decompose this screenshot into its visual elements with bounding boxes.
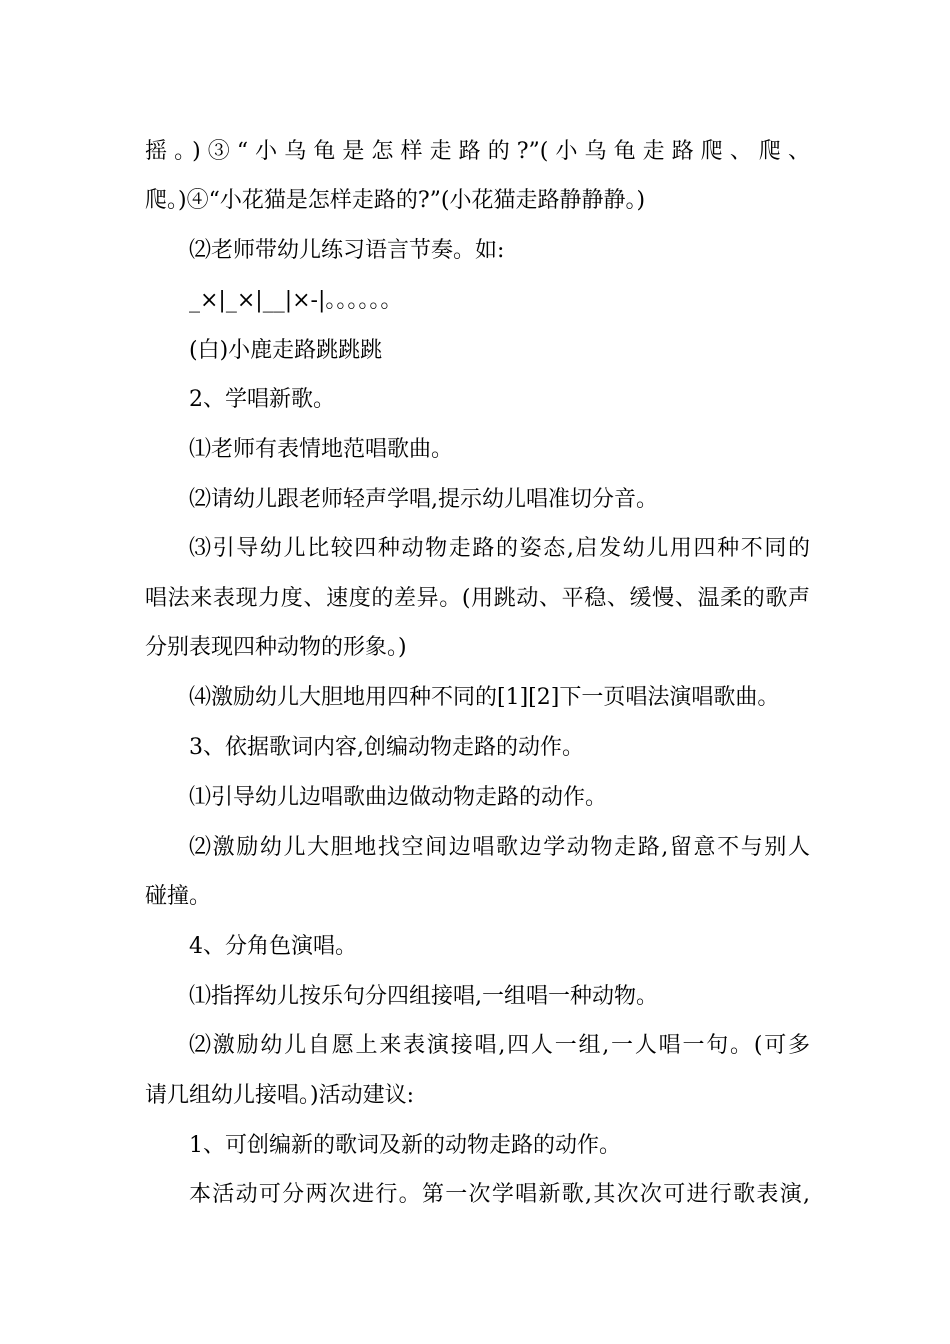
- text-line-12: ⑷激励幼儿大胆地用四种不同的[1][2]下一页唱法演唱歌曲。: [189, 685, 780, 710]
- text-line-7: ⑴老师有表情地范唱歌曲。: [189, 437, 454, 462]
- text-line-14: ⑴引导幼儿边唱歌曲边做动物走路的动作。: [189, 785, 608, 810]
- text-line-2: 爬。)④“小花猫是怎样走路的?”(小花猫走路静静静。): [145, 188, 646, 213]
- text-line-18: ⑴指挥幼儿按乐句分四组接唱,一组唱一种动物。: [189, 984, 658, 1009]
- section-heading-4: 4、分角色演唱。: [189, 934, 357, 959]
- text-line-21: 1、可创编新的歌词及新的动物走路的动作。: [189, 1133, 621, 1158]
- text-line-8: ⑵请幼儿跟老师轻声学唱,提示幼儿唱准切分音。: [189, 487, 658, 512]
- text-line-9: ⑶引导幼儿比较四种动物走路的姿态,启发幼儿用四种不同的: [189, 536, 810, 561]
- text-line-1: 摇。)③“小乌龟是怎样走路的?”(小乌龟走路爬、爬、: [145, 139, 810, 164]
- text-line-20: 请几组幼儿接唱。)活动建议:: [145, 1083, 414, 1108]
- text-line-11: 分别表现四种动物的形象。): [145, 635, 407, 660]
- text-line-22: 本活动可分两次进行。第一次学唱新歌,其次次可进行歌表演,: [189, 1182, 810, 1207]
- text-line-3: ⑵老师带幼儿练习语言节奏。如:: [189, 238, 505, 263]
- section-heading-3: 3、依据歌词内容,创编动物走路的动作。: [189, 735, 584, 760]
- text-line-19: ⑵激励幼儿自愿上来表演接唱,四人一组,一人唱一句。(可多: [189, 1033, 810, 1058]
- text-line-16: 碰撞。: [145, 884, 212, 909]
- rhythm-notation-line: _×|_×|__|×-|。。。。。。: [189, 288, 403, 313]
- text-line-15: ⑵激励幼儿大胆地找空间边唱歌边学动物走路,留意不与别人: [189, 835, 810, 860]
- section-heading-2: 2、学唱新歌。: [189, 387, 335, 412]
- text-line-10: 唱法来表现力度、速度的差异。(用跳动、平稳、缓慢、温柔的歌声: [145, 586, 810, 611]
- text-line-5: (白)小鹿走路跳跳跳: [189, 338, 383, 363]
